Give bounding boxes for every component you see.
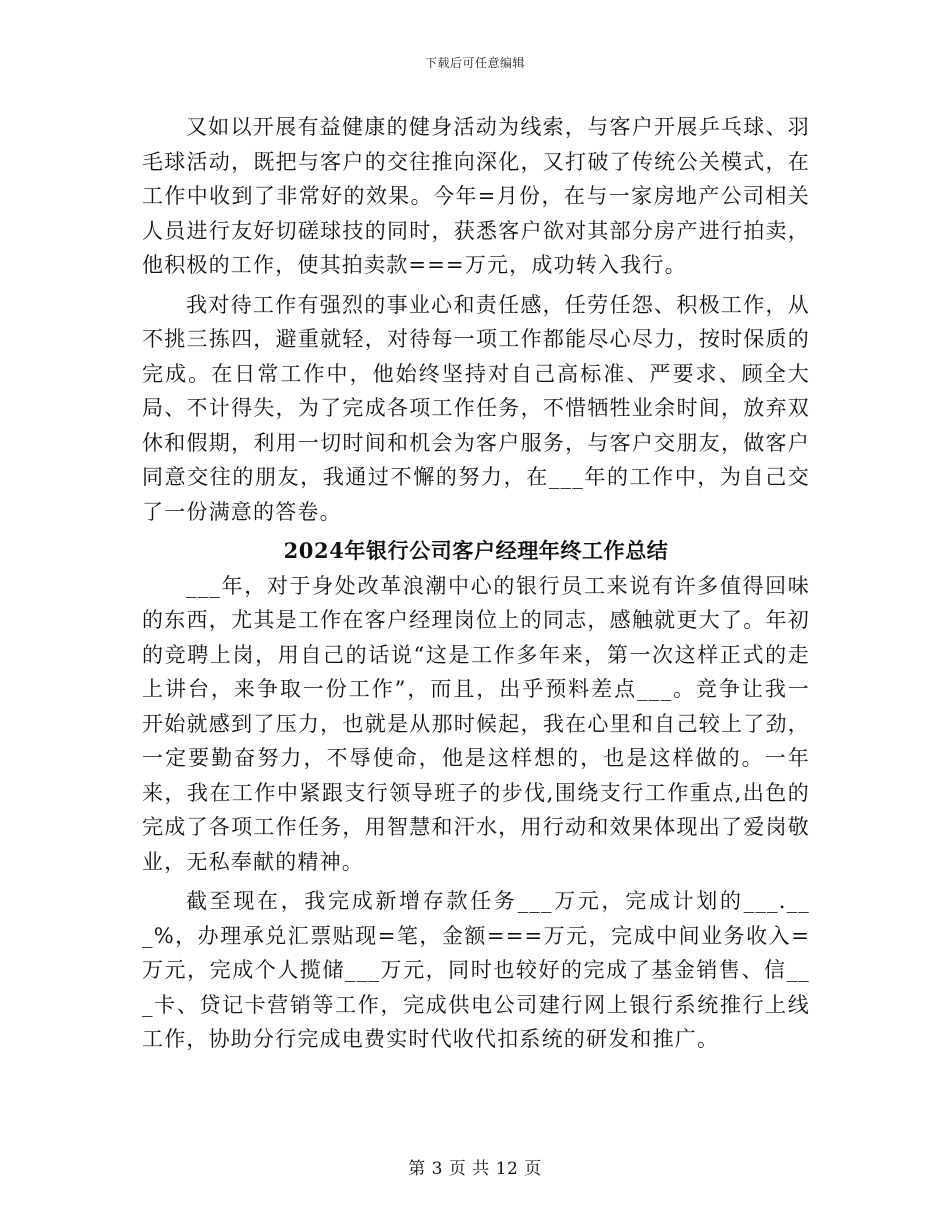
paragraph-fitness-activities: 又如以开展有益健康的健身活动为线索，与客户开展乒乓球、羽毛球活动，既把与客户的交往推向深化，又打破了传统公关模式，在工作中收到了非常好的效果。今年=月份，在与一家房地产公司相关人员进行友好切磋球技的同时，获悉客户欲对其部分房产进行拍卖，他积极的工作，使其拍卖款===万元，成功转入我行。: [142, 115, 810, 277]
paragraph-achievements: 截至现在，我完成新增存款任务___万元，完成计划的___.___%，办理承兑汇票贴现=笔，金额===万元，完成中间业务收入=万元，完成个人揽储___万元，同时也较好的完成了基金销售、信___卡、贷记卡营销等工作，完成供电公司建行网上银行系统推行上线工作，协助分行完成电费实时代收代扣系统的研发和推广。: [142, 889, 810, 1051]
page-number-footer: 第 3 页 共 12 页: [408, 1159, 542, 1179]
page-header: 下载后可任意编辑: [424, 56, 525, 70]
document-body: [142, 110, 810, 1062]
paragraph-work-attitude: 我对待工作有强烈的事业心和责任感，任劳任怨、积极工作，从不挑三拣四，避重就轻，对待每一项工作都能尽心尽力，按时保质的完成。在日常工作中，他始终坚持对自己高标准、严要求、顾全大局、不计得失，为了完成各项工作任务，不惜牺牲业余时间，放弃双休和假期，利用一切时间和机会为客户服务，与客户交朋友，做客户同意交往的朋友，我通过不懈的努力，在___年的工作中，为自己交了一份满意的答卷。: [142, 292, 810, 524]
section-title: 2024年银行公司客户经理年终工作总结: [283, 538, 669, 563]
paragraph-year-review: ___年，对于身处改革浪潮中心的银行员工来说有许多值得回味的东西，尤其是工作在客户经理岗位上的同志，感触就更大了。年初的竞聘上岗，用自己的话说“这是工作多年来，第一次这样正式的走上讲台，来争取一份工作”，而且，出乎预料差点___。竞争让我一开始就感到了压力，也就是从那时候起，我在心里和自己较上了劲，一定要勤奋努力，不辱使命，他是这样想的，也是这样做的。一年来，我在工作中紧跟支行领导班子的步伐,围绕支行工作重点,出色的完成了各项工作任务，用智慧和汗水，用行动和效果体现出了爱岗敬业，无私奉献的精神。: [142, 573, 810, 874]
